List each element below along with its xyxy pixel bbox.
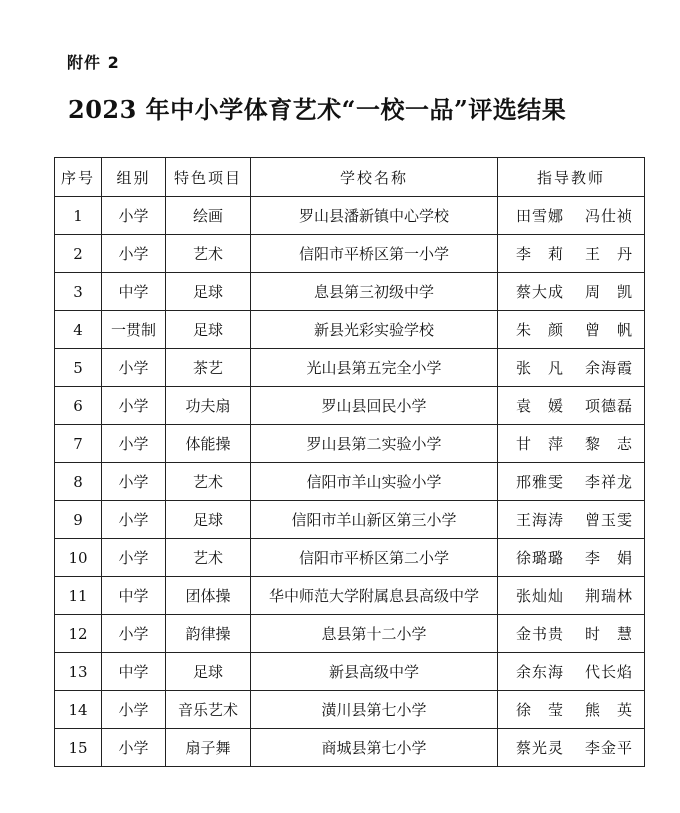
instructor-second: 周 凯 (584, 283, 633, 301)
instructor-first: 王海涛 (515, 511, 564, 529)
cell-feature-item: 足球 (166, 501, 251, 539)
table-row (55, 691, 645, 729)
cell-feature-item: 扇子舞 (166, 729, 251, 767)
instructor-second: 曾玉雯 (584, 511, 633, 529)
instructor-first: 袁 媛 (515, 397, 564, 415)
header-school-name: 学校名称 (251, 158, 498, 197)
cell-feature-item: 功夫扇 (166, 387, 251, 425)
table-row (55, 425, 645, 463)
instructor-first: 李 莉 (515, 245, 564, 263)
cell-group: 小学 (102, 235, 166, 273)
cell-school-name: 信阳市羊山新区第三小学 (251, 501, 498, 539)
instructor-second: 冯仕祯 (584, 207, 633, 225)
cell-number: 4 (55, 311, 102, 349)
cell-feature-item: 体能操 (166, 425, 251, 463)
cell-instructors (498, 349, 645, 387)
instructor-second: 荆瑞林 (584, 587, 633, 605)
cell-group: 小学 (102, 197, 166, 235)
cell-group: 小学 (102, 387, 166, 425)
cell-group: 小学 (102, 463, 166, 501)
table-row (55, 349, 645, 387)
header-instructor: 指导教师 (498, 158, 645, 197)
cell-feature-item: 艺术 (166, 463, 251, 501)
cell-school-name: 信阳市羊山实验小学 (251, 463, 498, 501)
cell-instructors (498, 463, 645, 501)
instructor-second: 王 丹 (584, 245, 633, 263)
cell-instructors (498, 653, 645, 691)
cell-group: 中学 (102, 577, 166, 615)
cell-group: 一贯制 (102, 311, 166, 349)
cell-instructors (498, 197, 645, 235)
cell-school-name: 商城县第七小学 (251, 729, 498, 767)
cell-number: 7 (55, 425, 102, 463)
cell-instructors (498, 425, 645, 463)
header-number: 序号 (55, 158, 102, 197)
instructor-first: 朱 颜 (515, 321, 564, 339)
table-row (55, 501, 645, 539)
cell-feature-item: 足球 (166, 273, 251, 311)
cell-number: 9 (55, 501, 102, 539)
table-row (55, 577, 645, 615)
cell-feature-item: 茶艺 (166, 349, 251, 387)
table-row (55, 273, 645, 311)
table-row (55, 387, 645, 425)
cell-instructors (498, 387, 645, 425)
cell-instructors (498, 501, 645, 539)
cell-group: 小学 (102, 615, 166, 653)
cell-number: 14 (55, 691, 102, 729)
cell-instructors (498, 729, 645, 767)
cell-number: 5 (55, 349, 102, 387)
instructor-first: 甘 萍 (515, 435, 564, 453)
instructor-first: 徐 莹 (515, 701, 564, 719)
table-header-row (55, 158, 645, 197)
cell-school-name: 息县第十二小学 (251, 615, 498, 653)
instructor-first: 蔡大成 (515, 283, 564, 301)
cell-school-name: 罗山县潘新镇中心学校 (251, 197, 498, 235)
table-body (55, 197, 645, 767)
cell-number: 15 (55, 729, 102, 767)
cell-number: 2 (55, 235, 102, 273)
instructor-first: 徐璐璐 (515, 549, 564, 567)
header-feature-item: 特色项目 (166, 158, 251, 197)
results-table (54, 157, 645, 767)
instructor-second: 李祥龙 (584, 473, 633, 491)
cell-feature-item: 艺术 (166, 235, 251, 273)
cell-number: 11 (55, 577, 102, 615)
instructor-first: 张 凡 (515, 359, 564, 377)
instructor-second: 余海霞 (584, 359, 633, 377)
cell-school-name: 信阳市平桥区第一小学 (251, 235, 498, 273)
cell-school-name: 潢川县第七小学 (251, 691, 498, 729)
instructor-first: 张灿灿 (515, 587, 564, 605)
cell-feature-item: 足球 (166, 311, 251, 349)
cell-instructors (498, 273, 645, 311)
cell-feature-item: 艺术 (166, 539, 251, 577)
table-row (55, 463, 645, 501)
cell-number: 12 (55, 615, 102, 653)
instructor-second: 李金平 (584, 739, 633, 757)
table-row (55, 653, 645, 691)
table-row (55, 729, 645, 767)
cell-number: 6 (55, 387, 102, 425)
instructor-first: 田雪娜 (515, 207, 564, 225)
cell-instructors (498, 615, 645, 653)
document-title: 2023 年中小学体育艺术“一校一品”评选结果 (68, 95, 567, 124)
cell-feature-item: 足球 (166, 653, 251, 691)
cell-group: 小学 (102, 539, 166, 577)
cell-group: 小学 (102, 691, 166, 729)
instructor-second: 代长焰 (584, 663, 633, 681)
cell-group: 小学 (102, 501, 166, 539)
cell-feature-item: 韵律操 (166, 615, 251, 653)
instructor-first: 金书贵 (515, 625, 564, 643)
cell-number: 3 (55, 273, 102, 311)
cell-number: 8 (55, 463, 102, 501)
cell-school-name: 息县第三初级中学 (251, 273, 498, 311)
cell-number: 13 (55, 653, 102, 691)
table-row (55, 311, 645, 349)
cell-feature-item: 音乐艺术 (166, 691, 251, 729)
table-row (55, 539, 645, 577)
cell-group: 小学 (102, 729, 166, 767)
header-group: 组别 (102, 158, 166, 197)
cell-group: 中学 (102, 653, 166, 691)
cell-group: 小学 (102, 349, 166, 387)
cell-group: 小学 (102, 425, 166, 463)
instructor-second: 李 娟 (584, 549, 633, 567)
instructor-second: 时 慧 (584, 625, 633, 643)
instructor-first: 余东海 (515, 663, 564, 681)
cell-school-name: 罗山县回民小学 (251, 387, 498, 425)
attachment-label: 附件 2 (67, 53, 120, 72)
cell-group: 中学 (102, 273, 166, 311)
cell-feature-item: 团体操 (166, 577, 251, 615)
instructor-first: 蔡光灵 (515, 739, 564, 757)
instructor-first: 邢雅雯 (515, 473, 564, 491)
cell-instructors (498, 539, 645, 577)
cell-instructors (498, 311, 645, 349)
cell-instructors (498, 235, 645, 273)
instructor-second: 项德磊 (584, 397, 633, 415)
cell-instructors (498, 577, 645, 615)
cell-school-name: 华中师范大学附属息县高级中学 (251, 577, 498, 615)
cell-number: 10 (55, 539, 102, 577)
cell-number: 1 (55, 197, 102, 235)
table-row (55, 615, 645, 653)
cell-feature-item: 绘画 (166, 197, 251, 235)
table-row (55, 197, 645, 235)
cell-school-name: 新县高级中学 (251, 653, 498, 691)
instructor-second: 黎 志 (584, 435, 633, 453)
cell-school-name: 罗山县第二实验小学 (251, 425, 498, 463)
cell-school-name: 新县光彩实验学校 (251, 311, 498, 349)
table-row (55, 235, 645, 273)
cell-school-name: 光山县第五完全小学 (251, 349, 498, 387)
cell-instructors (498, 691, 645, 729)
instructor-second: 熊 英 (584, 701, 633, 719)
cell-school-name: 信阳市平桥区第二小学 (251, 539, 498, 577)
instructor-second: 曾 帆 (584, 321, 633, 339)
